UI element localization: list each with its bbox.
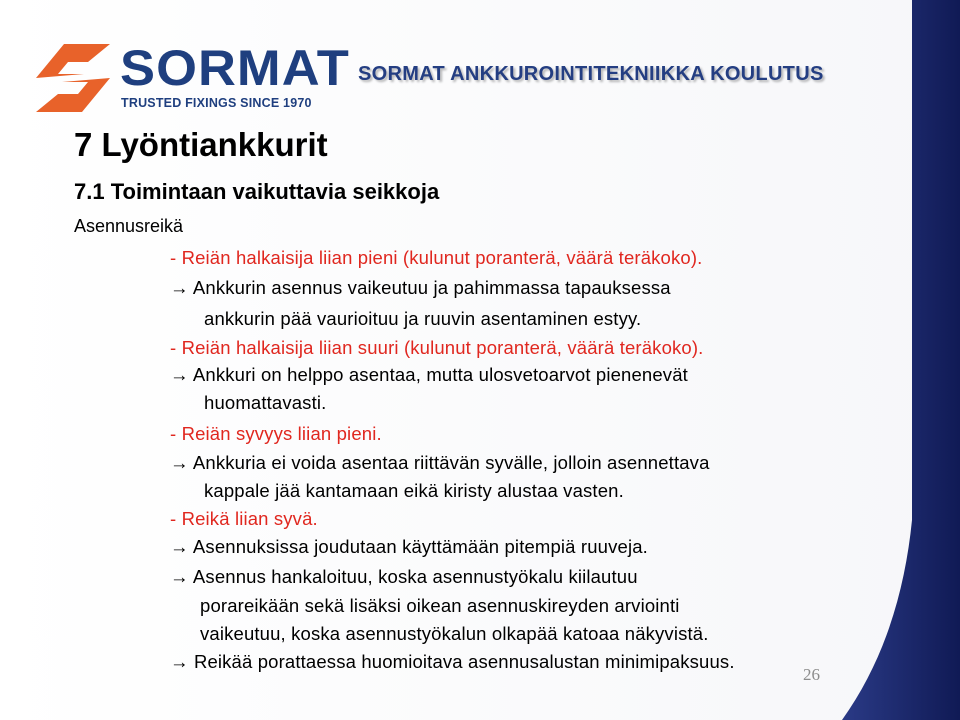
list-item: kappale jää kantamaan eikä kiristy alustaa vasten.: [204, 480, 624, 501]
sormat-logo: [28, 38, 350, 118]
list-item: → Reikää porattaessa huomioitava asennusalustan minimipaksuus.: [170, 651, 735, 672]
slide-subtitle: 7.1 Toimintaan vaikuttavia seikkoja: [74, 179, 440, 204]
list-item: porareikään sekä lisäksi oikean asennuskireyden arviointi: [200, 595, 680, 616]
arrow-right-icon: →: [170, 566, 189, 587]
header-title: SORMAT ANKKUROINTITEKNIIKKA KOULUTUS: [358, 63, 824, 85]
list-item: - Reiän syvyys liian pieni.: [170, 423, 382, 444]
list-item: → Ankkurin asennus vaikeutuu ja pahimmassa tapauksessa: [170, 277, 671, 298]
list-item: - Reiän halkaisija liian suuri (kulunut poranterä, väärä teräkoko).: [170, 337, 704, 358]
arrow-right-icon: →: [170, 364, 189, 385]
logo-tagline: TRUSTED FIXINGS SINCE 1970: [121, 96, 312, 110]
section-label: Asennusreikä: [74, 216, 184, 236]
arrow-right-icon: →: [170, 277, 189, 298]
arrow-right-icon: →: [170, 651, 189, 672]
sormat-emblem-icon: [28, 38, 118, 118]
arrow-right-icon: →: [170, 452, 189, 473]
page-number: 26: [803, 665, 820, 684]
list-item: → Asennuksissa joudutaan käyttämään pitempiä ruuveja.: [170, 536, 648, 557]
arrow-right-icon: →: [170, 536, 189, 557]
logo-wordmark: SORMAT: [120, 40, 350, 96]
list-item: - Reikä liian syvä.: [170, 508, 318, 529]
list-item: → Asennus hankaloituu, koska asennustyökalu kiilautuu: [170, 566, 638, 587]
slide-title: 7 Lyöntiankkurit: [74, 126, 328, 163]
list-item: ankkurin pää vaurioituu ja ruuvin asentaminen estyy.: [204, 308, 642, 329]
list-item: vaikeutuu, koska asennustyökalun olkapää katoaa näkyvistä.: [200, 623, 709, 644]
list-item: → Ankkuri on helppo asentaa, mutta ulosvetoarvot pienenevät: [170, 364, 688, 385]
list-item: → Ankkuria ei voida asentaa riittävän syvälle, jolloin asennettava: [170, 452, 710, 473]
list-item: - Reiän halkaisija liian pieni (kulunut poranterä, väärä teräkoko).: [170, 247, 703, 268]
list-item: huomattavasti.: [204, 392, 327, 413]
